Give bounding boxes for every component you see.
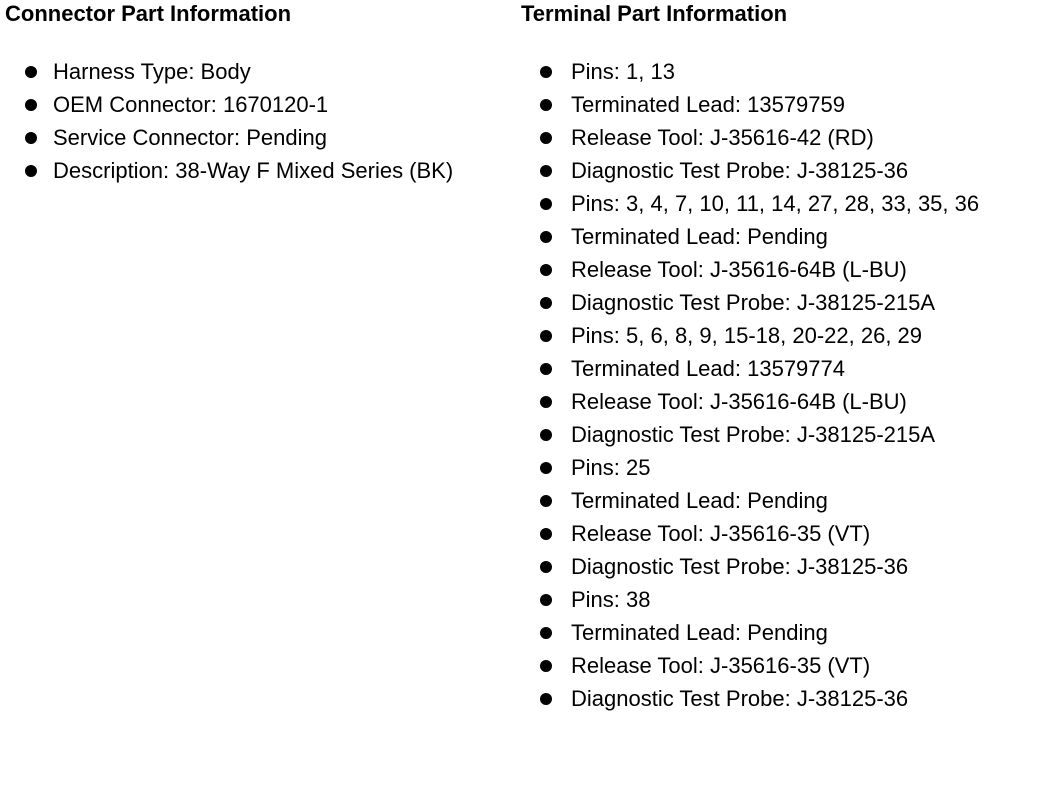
- diagnostic-test-probe: Diagnostic Test Probe: J-38125-36: [571, 554, 909, 579]
- service-connector: Service Connector: Pending: [53, 125, 327, 150]
- bullet-icon: [540, 660, 552, 672]
- pins: Pins: 38: [571, 587, 651, 612]
- diagnostic-test-probe: Diagnostic Test Probe: J-38125-36: [571, 686, 909, 711]
- list-item: [5, 121, 515, 154]
- terminal-section: [521, 0, 1051, 715]
- bullet-icon: [540, 495, 552, 507]
- release-tool: Release Tool: J-35616-64B (L-BU): [571, 389, 907, 414]
- bullet-icon: [540, 561, 552, 573]
- list-item: [5, 154, 515, 187]
- list-item: [5, 55, 515, 88]
- terminal-group: [521, 55, 1051, 187]
- pins: Pins: 1, 13: [571, 59, 675, 84]
- description: Description: 38-Way F Mixed Series (BK): [53, 158, 454, 183]
- list-item: [521, 649, 1051, 682]
- bullet-icon: [540, 462, 552, 474]
- bullet-icon: [540, 264, 552, 276]
- bullet-icon: [540, 594, 552, 606]
- list-item: [521, 550, 1051, 583]
- terminated-lead: Terminated Lead: Pending: [571, 224, 828, 249]
- diagnostic-test-probe: Diagnostic Test Probe: J-38125-36: [571, 158, 909, 183]
- list-item: [521, 220, 1051, 253]
- terminated-lead: Terminated Lead: 13579774: [571, 356, 845, 381]
- release-tool: Release Tool: J-35616-42 (RD): [571, 125, 874, 150]
- bullet-icon: [540, 429, 552, 441]
- list-item: [521, 517, 1051, 550]
- release-tool: Release Tool: J-35616-64B (L-BU): [571, 257, 907, 282]
- harness-type: Harness Type: Body: [53, 59, 251, 84]
- pins: Pins: 25: [571, 455, 651, 480]
- bullet-icon: [540, 231, 552, 243]
- list-item: [521, 616, 1051, 649]
- bullet-icon: [540, 693, 552, 705]
- terminal-group: [521, 583, 1051, 715]
- bullet-icon: [540, 132, 552, 144]
- bullet-icon: [25, 132, 37, 144]
- pins: Pins: 3, 4, 7, 10, 11, 14, 27, 28, 33, 35, 36: [571, 191, 980, 216]
- bullet-icon: [540, 297, 552, 309]
- terminated-lead: Terminated Lead: Pending: [571, 488, 828, 513]
- list-item: [521, 583, 1051, 616]
- list-item: [521, 418, 1051, 451]
- list-item: [521, 484, 1051, 517]
- list-item: [521, 352, 1051, 385]
- terminated-lead: Terminated Lead: 13579759: [571, 92, 845, 117]
- connector-section: [5, 0, 515, 187]
- list-item: [521, 88, 1051, 121]
- list-item: [521, 319, 1051, 352]
- bullet-icon: [540, 627, 552, 639]
- list-item: [521, 187, 1051, 220]
- bullet-icon: [540, 66, 552, 78]
- terminal-heading: Terminal Part Information: [521, 1, 788, 26]
- bullet-icon: [25, 99, 37, 111]
- bullet-icon: [540, 165, 552, 177]
- connector-info-list: [5, 55, 515, 187]
- list-item: [521, 154, 1051, 187]
- release-tool: Release Tool: J-35616-35 (VT): [571, 521, 871, 546]
- bullet-icon: [540, 396, 552, 408]
- bullet-icon: [25, 66, 37, 78]
- list-item: [5, 88, 515, 121]
- bullet-icon: [540, 99, 552, 111]
- list-item: [521, 682, 1051, 715]
- pins: Pins: 5, 6, 8, 9, 15-18, 20-22, 26, 29: [571, 323, 923, 348]
- bullet-icon: [540, 198, 552, 210]
- list-item: [521, 253, 1051, 286]
- bullet-icon: [540, 363, 552, 375]
- list-item: [521, 451, 1051, 484]
- list-item: [521, 286, 1051, 319]
- diagnostic-test-probe: Diagnostic Test Probe: J-38125-215A: [571, 422, 936, 447]
- list-item: [521, 385, 1051, 418]
- terminal-group: [521, 451, 1051, 583]
- terminal-groups: [521, 55, 1051, 715]
- bullet-icon: [25, 165, 37, 177]
- bullet-icon: [540, 528, 552, 540]
- diagnostic-test-probe: Diagnostic Test Probe: J-38125-215A: [571, 290, 936, 315]
- list-item: [521, 121, 1051, 154]
- terminal-group: [521, 319, 1051, 451]
- bullet-icon: [540, 330, 552, 342]
- terminal-group: [521, 187, 1051, 319]
- oem-connector: OEM Connector: 1670120-1: [53, 92, 329, 117]
- list-item: [521, 55, 1051, 88]
- terminated-lead: Terminated Lead: Pending: [571, 620, 828, 645]
- connector-heading: Connector Part Information: [5, 1, 292, 26]
- release-tool: Release Tool: J-35616-35 (VT): [571, 653, 871, 678]
